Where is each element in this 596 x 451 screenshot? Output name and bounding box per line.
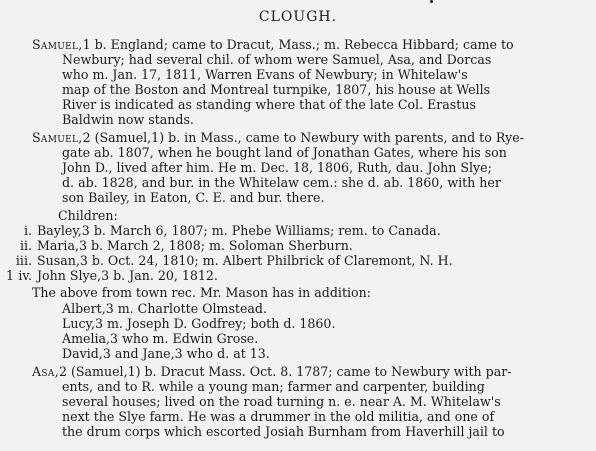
child-numeral: iv. — [18, 268, 32, 283]
margin-reference-number: 1 — [6, 268, 15, 283]
child-entry: Maria,3 b. March 2, 1808; m. Soloman Sherburn. — [37, 238, 353, 253]
entry-samuel-1-line-1 — [32, 37, 514, 52]
entry-text: 1 b. England; came to Dracut, Mass.; m. Rebecca Hibbard; came to — [82, 37, 514, 52]
entry-text: 2 (Samuel,1) b. in Mass., came to Newbury with parents, and to Rye- — [82, 130, 524, 145]
ink-dot — [430, 0, 433, 3]
entry-samuel-2-line-1 — [32, 130, 524, 145]
entry-text: 2 (Samuel,1) b. Dracut Mass. Oct. 8. 1787; came to Newbury with par- — [58, 364, 512, 379]
entry-asa-line-3: several houses; lived on the road turning n. e. near A. M. Whitelaw's — [62, 394, 501, 409]
entry-samuel-2-line-4: d. ab. 1828, and bur. in the Whitelaw cem.: she d. ab. 1860, with her — [62, 175, 501, 190]
entry-samuel-1-line-4: map of the Boston and Montreal turnpike, 1807, his house at Wells — [62, 82, 491, 97]
entry-asa-line-1 — [32, 364, 512, 379]
entry-asa-line-4: next the Slye farm. He was a drummer in the old militia, and one of — [62, 409, 495, 424]
entry-samuel-1-line-6: Baldwin now stands. — [62, 112, 194, 127]
town-record-note: The above from town rec. Mr. Mason has in addition: — [32, 285, 371, 300]
page-title: CLOUGH. — [258, 9, 338, 25]
entry-samuel-2-line-3: John D., lived after him. He m. Dec. 18, 1806, Ruth, dau. John Slye; — [62, 160, 492, 175]
children-heading: Children: — [58, 208, 118, 223]
entry-name: Asa, — [32, 364, 59, 379]
entry-samuel-1-line-2: Newbury; had several chil. of whom were Samuel, Asa, and Dorcas — [62, 52, 492, 67]
additional-child: Amelia,3 who m. Edwin Grose. — [62, 331, 259, 346]
entry-name: Samuel, — [32, 130, 83, 145]
entry-asa-line-5: the drum corps which escorted Josiah Burnham from Haverhill jail to — [62, 424, 505, 439]
child-numeral: ii. — [19, 238, 32, 253]
entry-name: Samuel, — [32, 37, 83, 52]
child-entry: Bayley,3 b. March 6, 1807; m. Phebe Williams; rem. to Canada. — [37, 223, 441, 238]
entry-samuel-1-line-5: River is indicated as standing where that of the late Col. Erastus — [62, 97, 476, 112]
entry-samuel-2-line-5: son Bailey, in Eaton, C. E. and bur. there. — [62, 190, 325, 205]
child-numeral: i. — [23, 223, 32, 238]
child-entry: Susan,3 b. Oct. 24, 1810; m. Albert Philbrick of Claremont, N. H. — [37, 253, 453, 268]
child-entry: John Slye,3 b. Jan. 20, 1812. — [37, 268, 218, 283]
additional-child: David,3 and Jane,3 who d. at 13. — [62, 346, 270, 361]
child-numeral: iii. — [15, 253, 32, 268]
entry-samuel-1-line-3: who m. Jan. 17, 1811, Warren Evans of Newbury; in Whitelaw's — [62, 67, 468, 82]
entry-samuel-2-line-2: gate ab. 1807, when he bought land of Jonathan Gates, where his son — [62, 145, 507, 160]
additional-child: Albert,3 m. Charlotte Olmstead. — [62, 301, 267, 316]
entry-asa-line-2: ents, and to R. while a young man; farmer and carpenter, building — [62, 379, 485, 394]
additional-child: Lucy,3 m. Joseph D. Godfrey; both d. 1860. — [62, 316, 336, 331]
